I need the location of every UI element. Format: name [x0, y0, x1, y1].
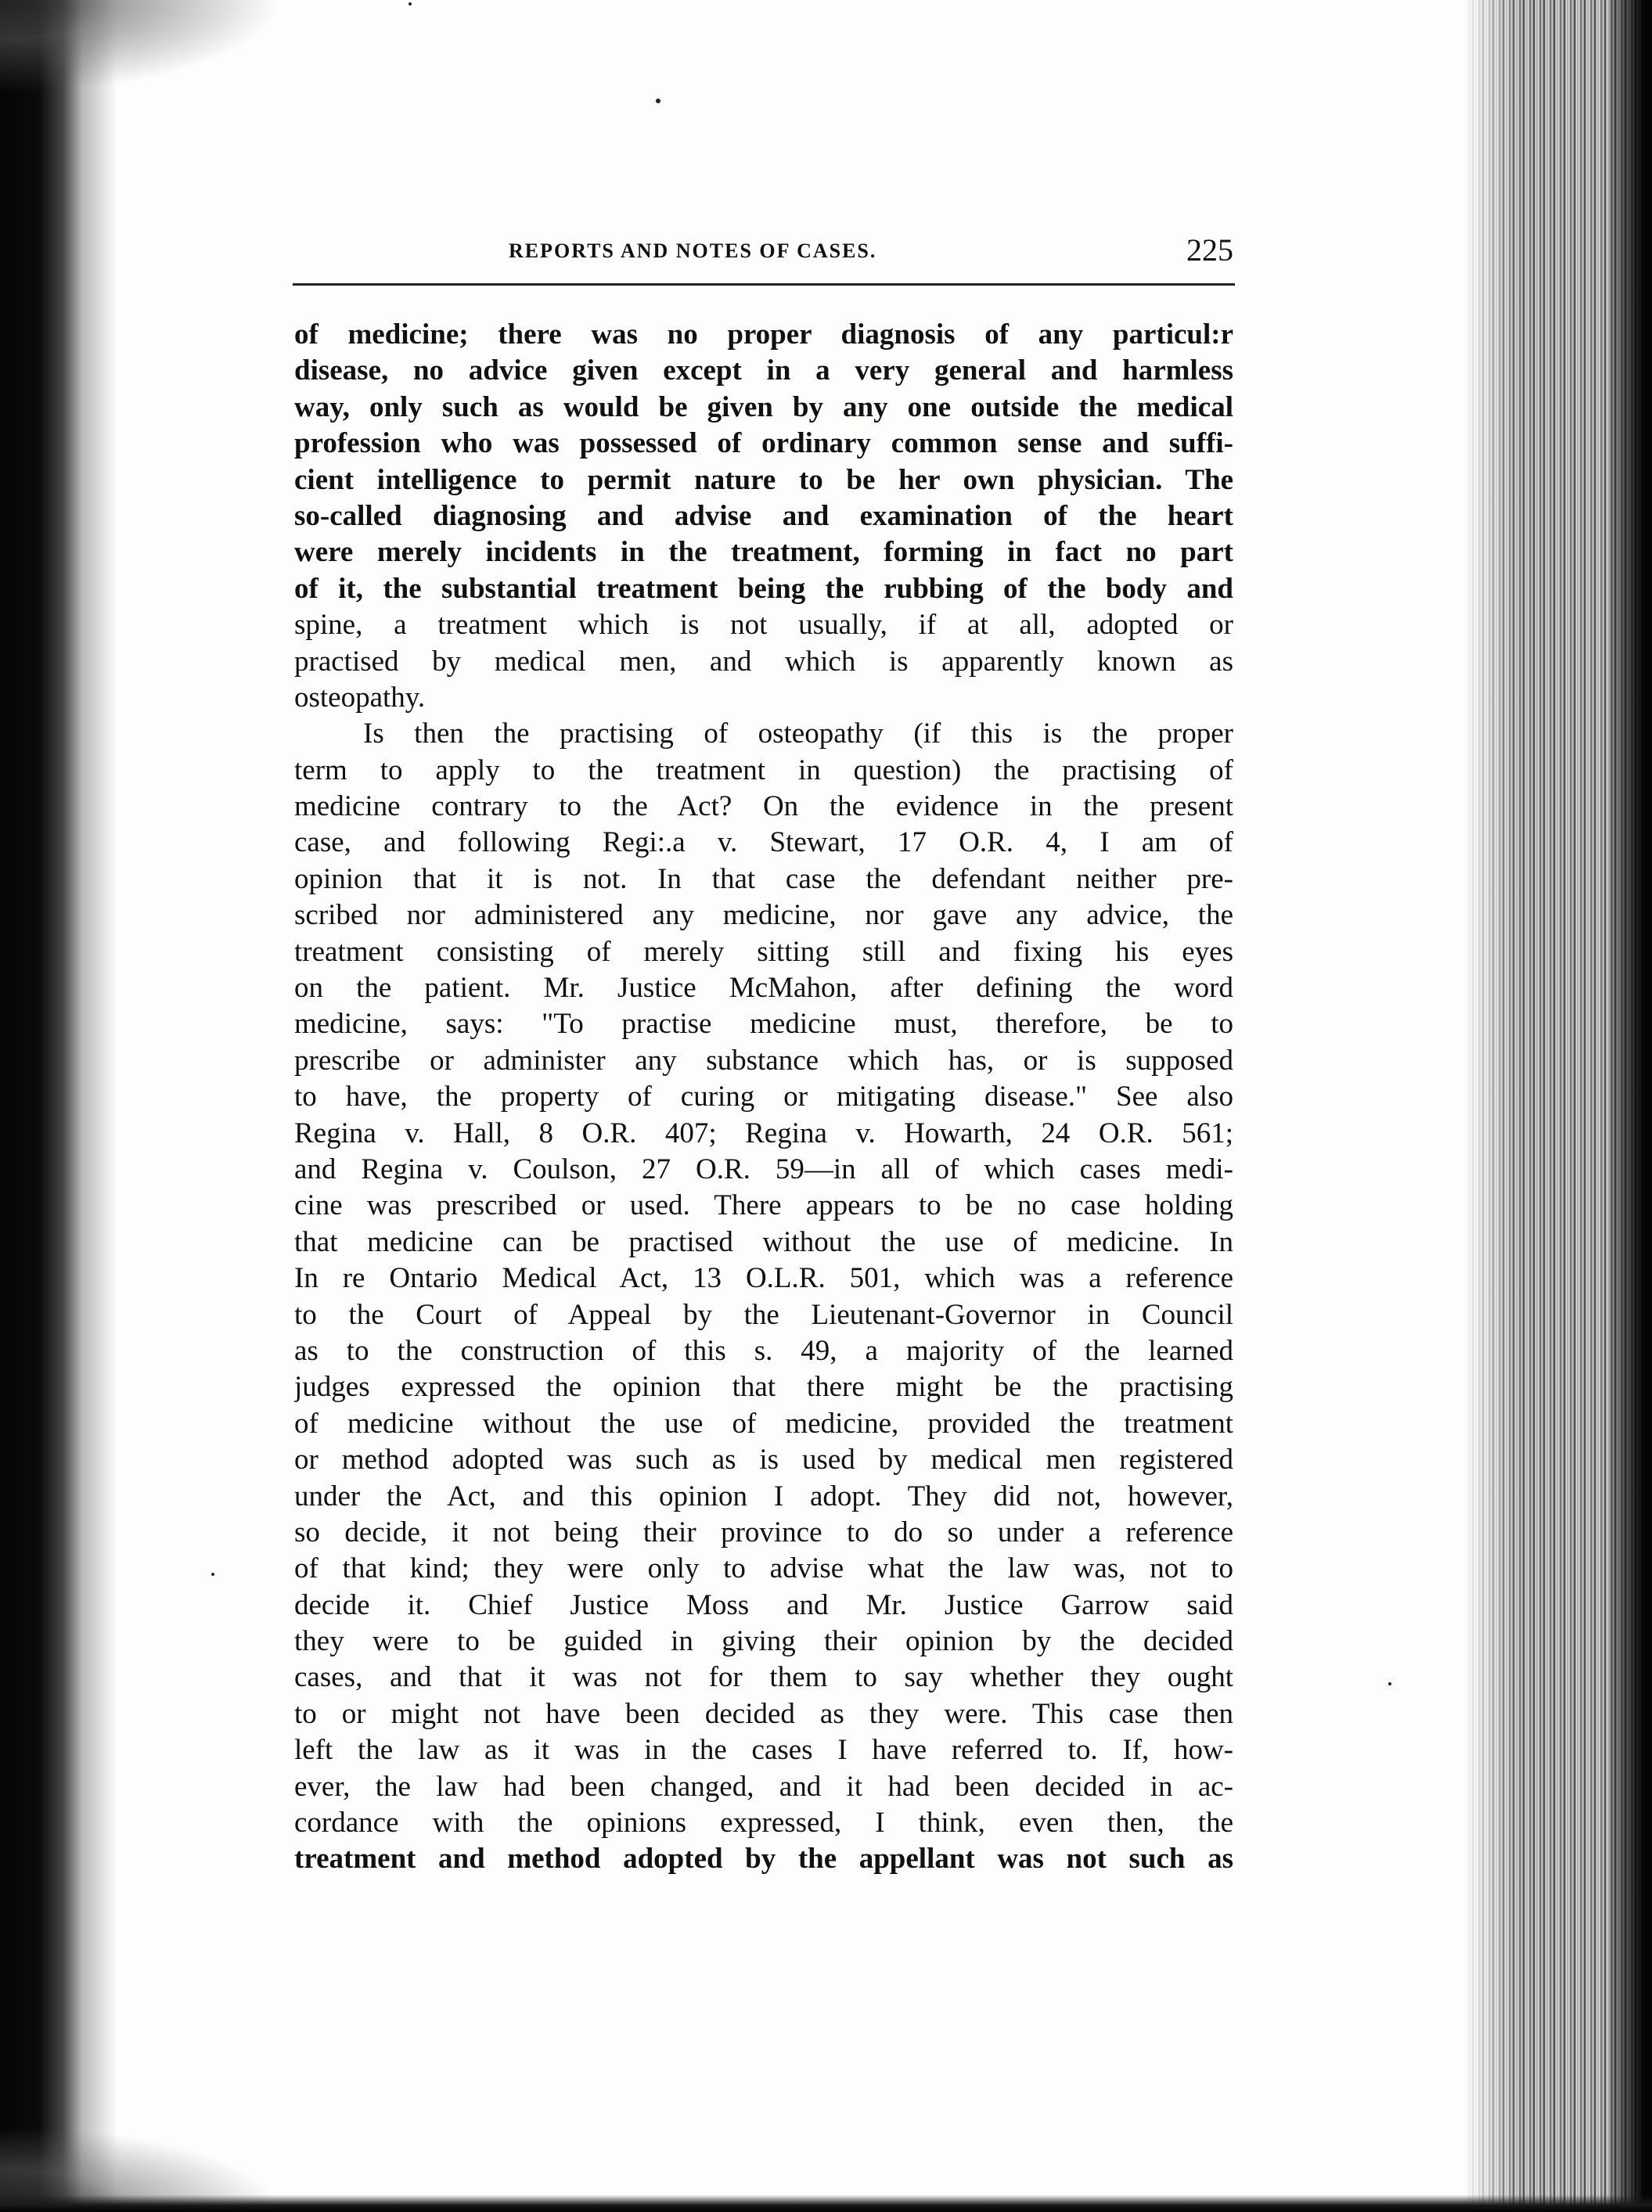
- scan-speck: [409, 2, 412, 5]
- text-line: they were to be guided in giving their opinion by the decided: [294, 1625, 1233, 1658]
- page-number: 225: [1186, 232, 1233, 268]
- text-line: of medicine without the use of medicine, provided the treatment: [294, 1407, 1233, 1440]
- text-line: cine was prescribed or used. There appears to be no case holding: [294, 1189, 1233, 1222]
- text-line: that medicine can be practised without the use of medicine. In: [294, 1225, 1233, 1258]
- scan-speck: [656, 99, 660, 103]
- running-header: [294, 232, 1233, 279]
- text-line: prescribe or administer any substance which has, or is supposed: [294, 1044, 1233, 1077]
- text-line: to the Court of Appeal by the Lieutenant-Governor in Council: [294, 1298, 1233, 1331]
- header-rule: [293, 283, 1235, 286]
- scan-speck: [211, 1573, 214, 1576]
- text-line: treatment and method adopted by the appellant was not such as: [294, 1843, 1233, 1876]
- text-line: to or might not have been decided as they were. This case then: [294, 1697, 1233, 1730]
- text-line: of medicine; there was no proper diagnosis of any particul:r: [294, 318, 1233, 351]
- text-line: cient intelligence to permit nature to be her own physician. The: [294, 463, 1233, 496]
- page-stack-edge-right: [1464, 0, 1652, 2212]
- body-text: [294, 317, 1233, 1878]
- text-line: were merely incidents in the treatment, forming in fact no part: [294, 536, 1233, 569]
- text-line: In re Ontario Medical Act, 13 O.L.R. 501, which was a reference: [294, 1262, 1233, 1295]
- text-line: as to the construction of this s. 49, a majority of the learned: [294, 1334, 1233, 1367]
- text-line: way, only such as would be given by any one outside the medical: [294, 390, 1233, 423]
- text-line: practised by medical men, and which is apparently known as: [294, 645, 1233, 678]
- text-line: term to apply to the treatment in question) the practising of: [294, 754, 1233, 786]
- text-line: under the Act, and this opinion I adopt. They did not, however,: [294, 1480, 1233, 1512]
- paragraph-start-line: Is then the practising of osteopathy (if this is the proper: [363, 718, 1233, 750]
- text-line: cases, and that it was not for them to say whether they ought: [294, 1661, 1233, 1694]
- text-line: to have, the property of curing or mitigating disease." See also: [294, 1081, 1233, 1113]
- text-line: disease, no advice given except in a very general and harmless: [294, 354, 1233, 387]
- running-title: REPORTS AND NOTES OF CASES.: [509, 239, 877, 262]
- text-line: spine, a treatment which is not usually, if at all, adopted or: [294, 609, 1233, 642]
- binding-shadow-top-corner: [0, 0, 282, 94]
- text-line: osteopathy.: [294, 681, 426, 714]
- text-line: or method adopted was such as is used by medical men registered: [294, 1444, 1233, 1476]
- text-line: and Regina v. Coulson, 27 O.R. 59—in all of which cases medi-: [294, 1153, 1233, 1185]
- text-line: opinion that it is not. In that case the defendant neither pre-: [294, 862, 1233, 895]
- text-line: medicine contrary to the Act? On the evidence in the present: [294, 790, 1233, 823]
- text-line: medicine, says: "To practise medicine must, therefore, be to: [294, 1008, 1233, 1041]
- page-bottom-edge: [0, 2195, 1652, 2212]
- text-line: cordance with the opinions expressed, I think, even then, the: [294, 1807, 1233, 1840]
- text-line: Regina v. Hall, 8 O.R. 407; Regina v. Howarth, 24 O.R. 561;: [294, 1117, 1233, 1149]
- text-line: scribed nor administered any medicine, nor gave any advice, the: [294, 899, 1233, 932]
- text-line: of it, the substantial treatment being the rubbing of the body and: [294, 572, 1233, 605]
- text-line: so decide, it not being their province to do so under a reference: [294, 1516, 1233, 1548]
- text-line: treatment consisting of merely sitting still and fixing his eyes: [294, 935, 1233, 968]
- text-line: of that kind; they were only to advise what the law was, not to: [294, 1552, 1233, 1585]
- binding-shadow-left: [0, 0, 117, 2212]
- text-line: left the law as it was in the cases I have referred to. If, how-: [294, 1734, 1233, 1767]
- scan-speck: [1388, 1682, 1391, 1685]
- text-line: so-called diagnosing and advise and examination of the heart: [294, 499, 1233, 532]
- text-line: judges expressed the opinion that there might be the practising: [294, 1371, 1233, 1404]
- text-line: case, and following Regi:.a v. Stewart, 17 O.R. 4, I am of: [294, 826, 1233, 859]
- text-line: ever, the law had been changed, and it had been decided in ac-: [294, 1770, 1233, 1803]
- text-line: profession who was possessed of ordinary common sense and suffi-: [294, 427, 1233, 460]
- text-line: decide it. Chief Justice Moss and Mr. Justice Garrow said: [294, 1588, 1233, 1621]
- text-line: on the patient. Mr. Justice McMahon, after defining the word: [294, 972, 1233, 1005]
